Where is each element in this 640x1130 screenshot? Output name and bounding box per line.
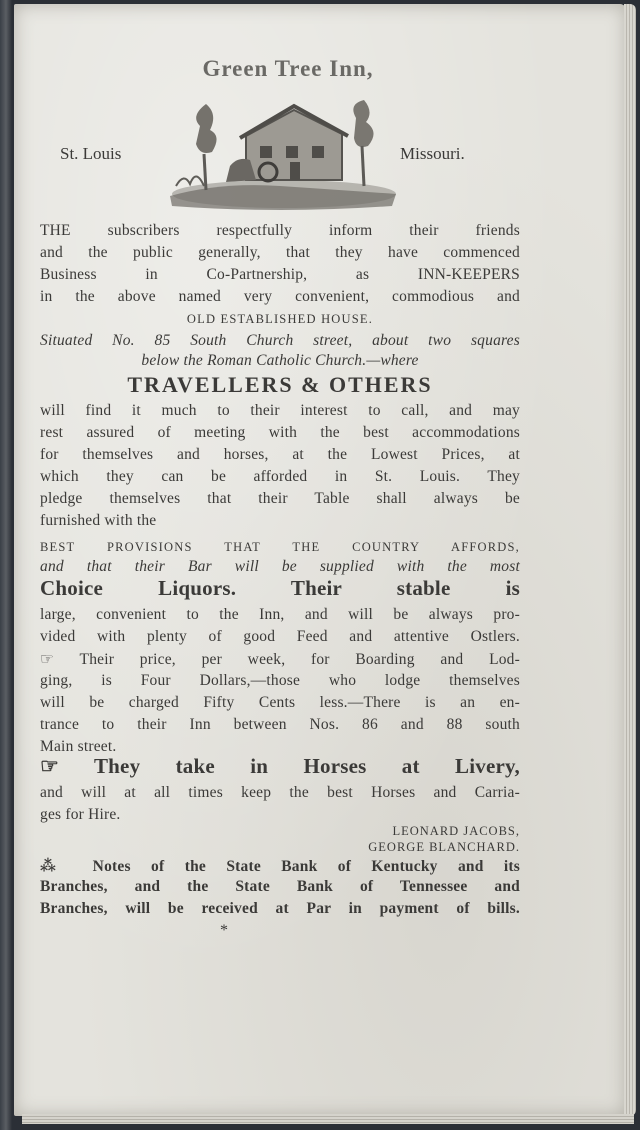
paragraph4-line: ☞ Their price, per week, for Boarding and Lod-: [40, 651, 520, 668]
inn-title: Green Tree Inn,: [202, 56, 374, 81]
paragraph2-line: will find it much to their interest to call, and may: [40, 402, 520, 419]
choice-liquors-line: Choice Liquors. Their stable is: [40, 576, 520, 600]
signature-line: GEORGE BLANCHARD.: [368, 840, 520, 854]
city-label: St. Louis: [60, 144, 122, 163]
page-bottom-edge: [22, 1114, 634, 1124]
paragraph5-line: ges for Hire.: [40, 806, 121, 823]
paragraph3-line: large, convenient to the Inn, and will be always pro-: [40, 606, 520, 623]
state-label: Missouri.: [400, 144, 465, 163]
paragraph4-line: ging, is Four Dollars,—those who lodge themselves: [40, 672, 520, 689]
notes-line: ⁂ Notes of the State Bank of Kentucky and its: [40, 858, 520, 875]
paragraph4-line: trance to their Inn between Nos. 86 and 88 south: [40, 716, 520, 733]
paragraph2-line: which they can be afforded in St. Louis. They: [40, 468, 520, 485]
travellers-heading: TRAVELLERS & OTHERS: [127, 372, 433, 397]
page-edge: [624, 4, 636, 1116]
paragraph4-line: Main street.: [40, 738, 117, 755]
paragraph2-line: rest assured of meeting with the best accommodations: [40, 424, 520, 441]
signature-line: LEONARD JACOBS,: [392, 824, 520, 838]
location-line: Situated No. 85 South Church street, about two squares: [40, 332, 520, 349]
paragraph5-line: and will at all times keep the best Horses and Carria-: [40, 784, 520, 801]
paragraph2-line: for themselves and horses, at the Lowest Prices, at: [40, 446, 520, 463]
livery-line: ☞ They take in Horses at Livery,: [40, 754, 520, 778]
paragraph3-line: vided with plenty of good Feed and attentive Ostlers.: [40, 628, 520, 645]
paragraph2-line: furnished with the: [40, 512, 157, 529]
bar-line: and that their Bar will be supplied with the most: [40, 558, 520, 575]
provisions-line: BEST PROVISIONS THAT THE COUNTRY AFFORDS,: [40, 540, 520, 554]
notes-line: Branches, and the State Bank of Tennessee and: [40, 878, 520, 895]
paragraph1-line: and the public generally, that they have commenced: [40, 244, 520, 261]
paragraph2-line: pledge themselves that their Table shall always be: [40, 490, 520, 507]
footer-asterisk: *: [220, 922, 228, 939]
paragraph1-line: THE subscribers respectfully inform their friends: [40, 222, 520, 239]
established-house-line: OLD ESTABLISHED HOUSE.: [186, 312, 374, 326]
paragraph1-line: Business in Co-Partnership, as INN-KEEPERS: [40, 266, 520, 283]
location-line: below the Roman Catholic Church.—where: [141, 352, 419, 369]
document-page: [14, 4, 626, 1116]
paragraph4-line: will be charged Fifty Cents less.—There is an en-: [40, 694, 520, 711]
notes-line: Branches, will be received at Par in payment of bills.: [40, 900, 520, 917]
paragraph1-line: in the above named very convenient, commodious and: [40, 288, 520, 305]
inn-house-engraving-icon: [160, 96, 400, 218]
